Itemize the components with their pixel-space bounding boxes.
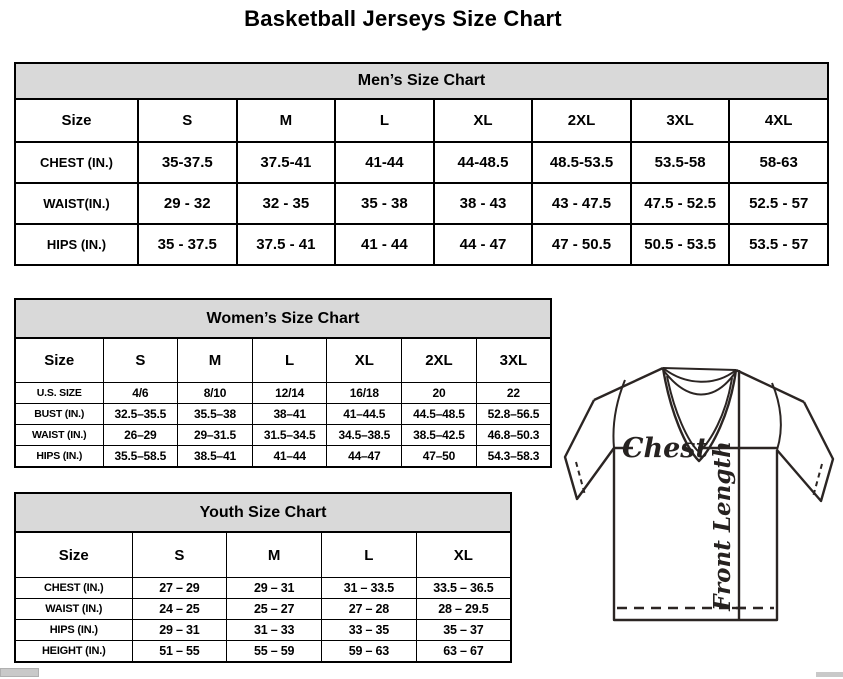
table-cell: 46.8–50.3 [476, 425, 551, 446]
table-cell: 27 – 28 [322, 599, 417, 620]
column-header-2xl: 2XL [402, 338, 477, 383]
table-row-bust [15, 404, 551, 425]
jersey-right-shoulder [736, 370, 804, 402]
table-header-row [15, 338, 551, 383]
row-label: CHEST (IN.) [15, 142, 138, 183]
table-cell: 37.5 - 41 [237, 224, 336, 265]
table-cell: 31 – 33.5 [322, 578, 417, 599]
table-cell: 44.5–48.5 [402, 404, 477, 425]
table-cell: 29 – 31 [227, 578, 322, 599]
table-row-chest [15, 142, 828, 183]
table-cell: 50.5 - 53.5 [631, 224, 730, 265]
table-cell: 29 - 32 [138, 183, 237, 224]
column-header-xl: XL [416, 532, 511, 578]
table-cell: 22 [476, 383, 551, 404]
mens-size-chart-table [14, 62, 829, 266]
horizontal-scrollbar-right-piece[interactable] [816, 672, 843, 677]
table-cell: 29 – 31 [132, 620, 227, 641]
table-band-row [15, 299, 551, 338]
table-cell: 47.5 - 52.5 [631, 183, 730, 224]
table-cell: 12/14 [252, 383, 327, 404]
table-cell: 38 - 43 [434, 183, 533, 224]
row-label: HIPS (IN.) [15, 620, 132, 641]
table-cell: 25 – 27 [227, 599, 322, 620]
table-cell: 35.5–38 [178, 404, 253, 425]
table-cell: 55 – 59 [227, 641, 322, 663]
table-cell: 53.5-58 [631, 142, 730, 183]
youth-size-chart-table [14, 492, 512, 663]
column-header-size: Size [15, 99, 138, 142]
table-cell: 35-37.5 [138, 142, 237, 183]
column-header-xl: XL [327, 338, 402, 383]
column-header-s: S [138, 99, 237, 142]
table-cell: 51 – 55 [132, 641, 227, 663]
table-cell: 35 - 38 [335, 183, 434, 224]
table-band-row [15, 493, 511, 532]
table-row-chest [15, 578, 511, 599]
womens-chart-title: Women’s Size Chart [15, 299, 551, 338]
column-header-2xl: 2XL [532, 99, 631, 142]
table-cell: 38–41 [252, 404, 327, 425]
column-header-l: L [335, 99, 434, 142]
table-cell: 58-63 [729, 142, 828, 183]
column-header-m: M [178, 338, 253, 383]
table-cell: 32.5–35.5 [103, 404, 178, 425]
page-title: Basketball Jerseys Size Chart [244, 6, 562, 31]
table-header-row [15, 99, 828, 142]
row-label: HEIGHT (IN.) [15, 641, 132, 663]
row-label: U.S. SIZE [15, 383, 103, 404]
row-label: WAIST (IN.) [15, 425, 103, 446]
table-cell: 29–31.5 [178, 425, 253, 446]
table-cell: 52.5 - 57 [729, 183, 828, 224]
row-label: CHEST (IN.) [15, 578, 132, 599]
table-cell: 47 - 50.5 [532, 224, 631, 265]
column-header-3xl: 3XL [476, 338, 551, 383]
table-cell: 32 - 35 [237, 183, 336, 224]
jersey-left-sleeve [565, 400, 614, 499]
table-band-row [15, 63, 828, 99]
table-cell: 59 – 63 [322, 641, 417, 663]
table-row-height [15, 641, 511, 663]
table-row-waist [15, 599, 511, 620]
table-cell: 16/18 [327, 383, 402, 404]
mens-chart-title: Men’s Size Chart [15, 63, 828, 99]
table-cell: 38.5–41 [178, 446, 253, 468]
table-cell: 8/10 [178, 383, 253, 404]
table-cell: 41–44.5 [327, 404, 402, 425]
table-cell: 41 - 44 [335, 224, 434, 265]
table-row-waist [15, 183, 828, 224]
table-cell: 43 - 47.5 [532, 183, 631, 224]
column-header-size: Size [15, 338, 103, 383]
column-header-s: S [103, 338, 178, 383]
table-cell: 52.8–56.5 [476, 404, 551, 425]
jersey-right-armhole-seam [772, 383, 781, 450]
table-cell: 31 – 33 [227, 620, 322, 641]
column-header-3xl: 3XL [631, 99, 730, 142]
table-cell: 33.5 – 36.5 [416, 578, 511, 599]
row-label: HIPS (IN.) [15, 224, 138, 265]
table-cell: 24 – 25 [132, 599, 227, 620]
jersey-right-cuff-dashed-line [813, 464, 822, 497]
column-header-s: S [132, 532, 227, 578]
jersey-right-sleeve [777, 402, 833, 501]
jersey-measurement-diagram [558, 358, 842, 634]
table-cell: 35 - 37.5 [138, 224, 237, 265]
jersey-left-cuff-dashed-line [576, 462, 585, 495]
womens-size-chart-table [14, 298, 552, 468]
table-cell: 31.5–34.5 [252, 425, 327, 446]
jersey-left-shoulder [594, 368, 663, 400]
table-cell: 41–44 [252, 446, 327, 468]
table-cell: 35.5–58.5 [103, 446, 178, 468]
youth-chart-title: Youth Size Chart [15, 493, 511, 532]
table-cell: 35 – 37 [416, 620, 511, 641]
table-cell: 34.5–38.5 [327, 425, 402, 446]
table-cell: 44-48.5 [434, 142, 533, 183]
table-row-hips [15, 446, 551, 468]
table-row-waist [15, 425, 551, 446]
table-cell: 20 [402, 383, 477, 404]
table-cell: 28 – 29.5 [416, 599, 511, 620]
table-cell: 38.5–42.5 [402, 425, 477, 446]
table-cell: 53.5 - 57 [729, 224, 828, 265]
table-cell: 48.5-53.5 [532, 142, 631, 183]
row-label: WAIST(IN.) [15, 183, 138, 224]
table-cell: 63 – 67 [416, 641, 511, 663]
column-header-l: L [252, 338, 327, 383]
table-row-hips [15, 620, 511, 641]
horizontal-scrollbar-left-piece[interactable] [0, 668, 39, 677]
jersey-body-outline [614, 448, 777, 620]
chest-label: Chest [622, 433, 708, 464]
table-row-us-size [15, 383, 551, 404]
table-cell: 44 - 47 [434, 224, 533, 265]
column-header-size: Size [15, 532, 132, 578]
table-header-row [15, 532, 511, 578]
table-cell: 4/6 [103, 383, 178, 404]
column-header-m: M [237, 99, 336, 142]
table-cell: 44–47 [327, 446, 402, 468]
front-length-label: Front Length [709, 441, 736, 611]
table-cell: 41-44 [335, 142, 434, 183]
column-header-m: M [227, 532, 322, 578]
table-cell: 37.5-41 [237, 142, 336, 183]
table-cell: 27 – 29 [132, 578, 227, 599]
jersey-collar-top [663, 368, 736, 370]
row-label: WAIST (IN.) [15, 599, 132, 620]
row-label: BUST (IN.) [15, 404, 103, 425]
row-label: HIPS (IN.) [15, 446, 103, 468]
table-cell: 33 – 35 [322, 620, 417, 641]
table-cell: 54.3–58.3 [476, 446, 551, 468]
table-cell: 26–29 [103, 425, 178, 446]
column-header-l: L [322, 532, 417, 578]
column-header-xl: XL [434, 99, 533, 142]
table-cell: 47–50 [402, 446, 477, 468]
column-header-4xl: 4XL [729, 99, 828, 142]
table-row-hips [15, 224, 828, 265]
